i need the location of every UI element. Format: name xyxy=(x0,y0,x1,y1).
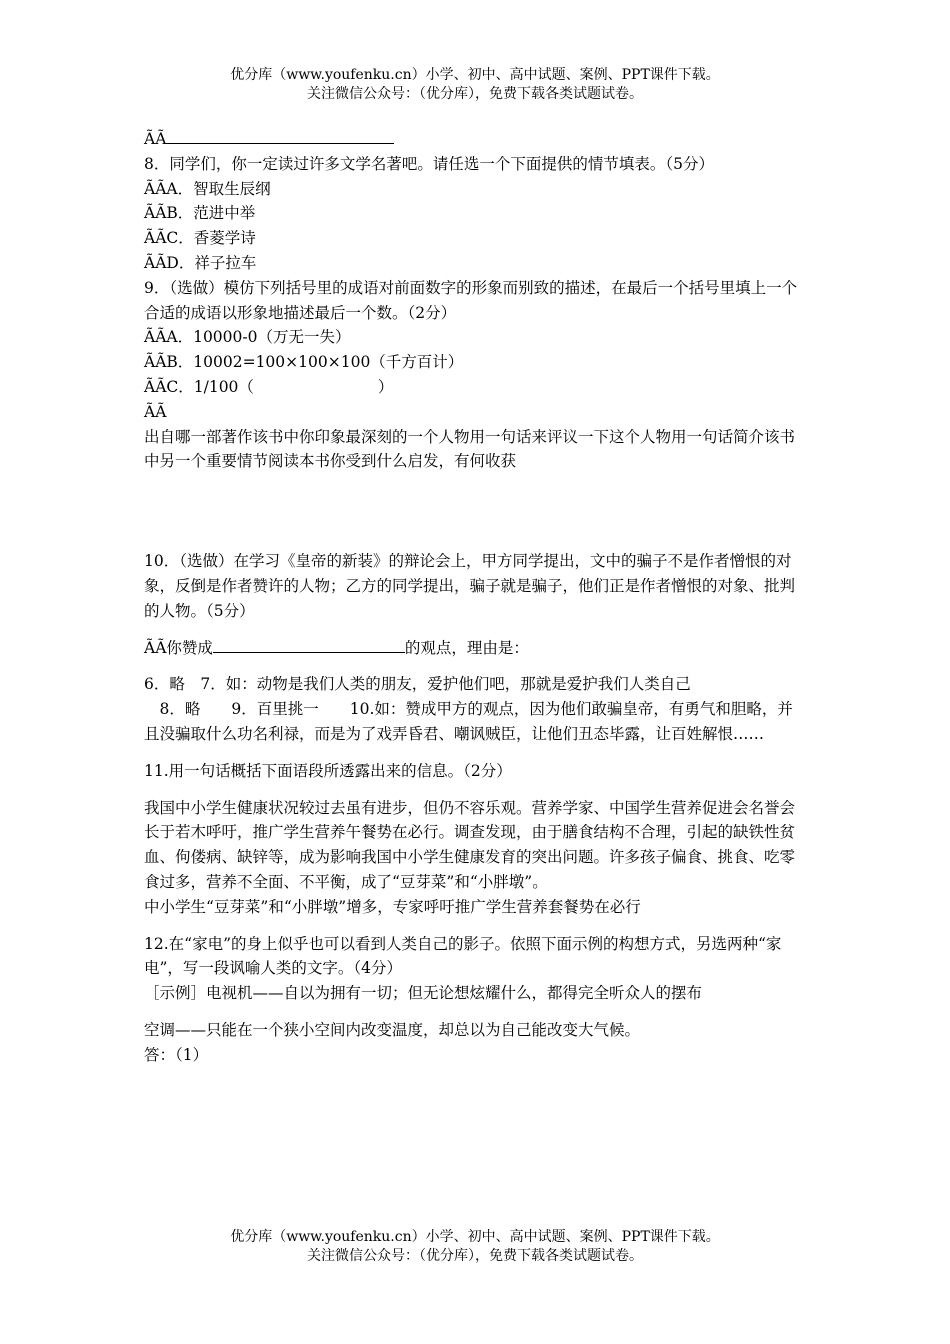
answers-line-2: 8．略 9．百里挑一 10.如：赞成甲方的观点，因为他们敢骗皇帝，有勇气和胆略，并且没骗取什么功名利禄，而是为了戏弄昏君、嘲讽贼臣，让他们丑态毕露，让百姓解恨…… xyxy=(144,700,793,743)
footer-line-1: 优分库（www.youfenku.cn）小学、初中、高中试题、案例、PPT课件下载。 xyxy=(230,1229,720,1245)
q10-answer-line: ÃÃ你赞成 的观点，理由是： xyxy=(144,636,808,661)
answers-line-1: 6．略 7．如：动物是我们人类的朋友，爱护他们吧，那就是爱护我们人类自己 xyxy=(144,675,691,694)
table-text: 出自哪一部著作该书中你印象最深刻的一个人物用一句话来评议一下这个人物用一句话简介该书中另一个重要情节阅读本书你受到什么启发，有何收获 xyxy=(144,427,796,471)
blank-answer-line: ÃÃ xyxy=(144,127,808,152)
q8-option-d: ÃÃD．祥子拉车 xyxy=(144,253,257,272)
q9-tail: ÃÃ xyxy=(144,402,167,421)
q8-stem: 8．同学们，你一定读过许多文学名著吧。请任选一个下面提供的情节填表。（5分） xyxy=(144,154,714,173)
q9-option-a: ÃÃA．10000-0（万无一失） xyxy=(144,328,351,347)
q12-example: ［示例］电视机——自以为拥有一切；但无论想炫耀什么，都得完全听众人的摆布 xyxy=(144,984,703,1003)
footer-line-2: 关注微信公众号：（优分库），免费下载各类试题试卷。 xyxy=(307,1248,643,1264)
q9-option-b: ÃÃB．10002=100×100×100（千方百计） xyxy=(144,353,464,372)
q8-option-a: ÃÃA．智取生辰纲 xyxy=(144,179,271,198)
q9-stem: 9．（选做）模仿下列括号里的成语对前面数字的形象而别致的描述，在最后一个括号里填上一个合适的成语以形象地描述最后一个数。（2分） xyxy=(144,278,798,322)
q11-answer: 中小学生“豆芽菜”和“小胖墩”增多，专家呼吁推广学生营养套餐势在必行 xyxy=(144,897,641,916)
page-header xyxy=(0,66,950,104)
q9-option-c: ÃÃC．1/100（ ） xyxy=(144,377,394,396)
q12-answer-example: 空调——只能在一个狭小空间内改变温度，却总以为自己能改变大气候。 xyxy=(144,1020,641,1039)
q8-option-b: ÃÃB．范进中举 xyxy=(144,204,256,223)
header-line-1: 优分库（www.youfenku.cn）小学、初中、高中试题、案例、PPT课件下载。 xyxy=(230,67,720,83)
page-footer xyxy=(0,1228,950,1266)
document-body xyxy=(144,127,808,1068)
q8-option-c: ÃÃC．香菱学诗 xyxy=(144,229,256,248)
q10-stem: 10．（选做）在学习《皇帝的新装》的辩论会上，甲方同学提出，文中的骗子不是作者憎恨的对象，反倒是作者赞许的人物；乙方的同学提出，骗子就是骗子，他们正是作者憎恨的对象、批判的人物。（5分） xyxy=(144,552,796,620)
q11-stem: 11.用一句话概括下面语段所透露出来的信息。（2分） xyxy=(144,761,512,780)
q12-answer-label: 答：（1） xyxy=(144,1045,209,1064)
q12-stem: 12.在“家电”的身上似乎也可以看到人类自己的影子。依照下面示例的构想方式，另选两种“家电”，写一段讽喻人类的文字。（4分） xyxy=(144,934,782,978)
q11-passage: 我国中小学生健康状况较过去虽有进步，但仍不容乐观。营养学家、中国学生营养促进会名誉会长于若木呼吁，推广学生营养午餐势在必行。调查发现，由于膳食结构不合理，引起的缺铁性贫血、佝偻病、缺锌等，成为影响我国中小学生健康发育的突出问题。许多孩子偏食、挑食、吃零食过多，营养不全面、不平衡，成了“豆芽菜”和“小胖墩”。 xyxy=(144,798,796,891)
header-line-2: 关注微信公众号：（优分库），免费下载各类试题试卷。 xyxy=(307,86,643,102)
